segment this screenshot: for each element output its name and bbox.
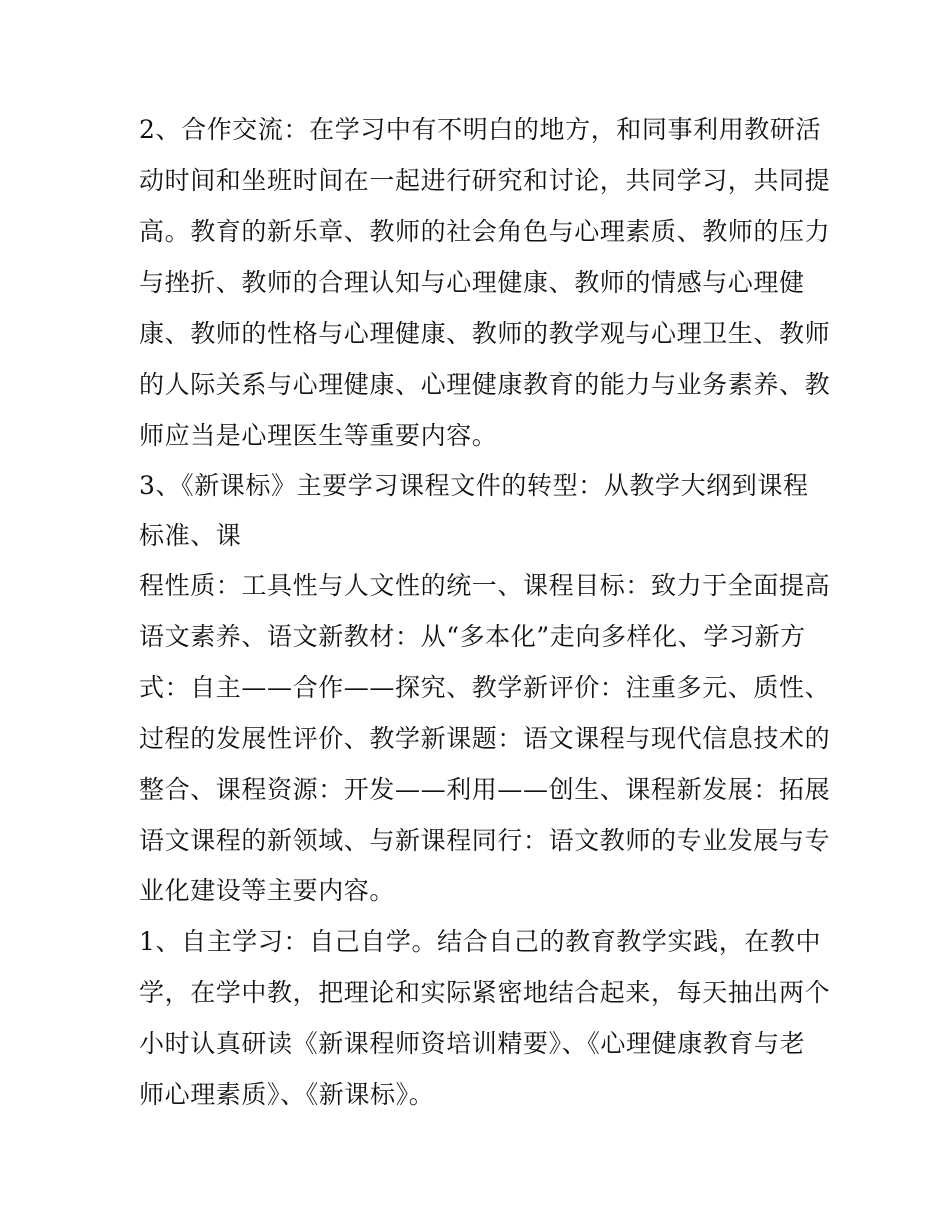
text-line: 高。教育的新乐章、教师的社会角色与心理素质、教师的压力 (139, 217, 831, 246)
text-line: 标准、课 (139, 521, 242, 550)
text-line: 业化建设等主要内容。 (139, 876, 396, 905)
text-line: 1、自主学习：自己自学。结合自己的教育教学实践，在教中 (139, 927, 822, 956)
text-line: 过程的发展性评价、教学新课题：语文课程与现代信息技术的 (139, 724, 831, 753)
text-line: 动时间和坐班时间在一起进行研究和讨论，共同学习，共同提 (139, 166, 831, 195)
text-line: 师应当是心理医生等重要内容。 (139, 421, 498, 450)
text-line: 3、《新课标》主要学习课程文件的转型：从教学大纲到课程 (139, 471, 809, 500)
text-line: 语文课程的新领域、与新课程同行：语文教师的专业发展与专 (139, 826, 831, 855)
text-line: 程性质：工具性与人文性的统一、课程目标：致力于全面提高 (139, 571, 831, 600)
text-line: 小时认真研读《新课程师资培训精要》、《心理健康教育与老 (139, 1029, 806, 1058)
text-line: 学，在学中教，把理论和实际紧密地结合起来，每天抽出两个 (139, 978, 831, 1007)
text-line: 的人际关系与心理健康、心理健康教育的能力与业务素养、教 (139, 370, 831, 399)
text-line: 整合、课程资源：开发——利用——创生、课程新发展：拓展 (139, 775, 831, 804)
text-line: 语文素养、语文新教材：从“多本化”走向多样化、学习新方 (139, 622, 806, 651)
text-line: 与挫折、教师的合理认知与心理健康、教师的情感与心理健 (139, 268, 805, 297)
text-line: 2、合作交流：在学习中有不明白的地方，和同事利用教研活 (139, 115, 822, 144)
text-line: 康、教师的性格与心理健康、教师的教学观与心理卫生、教师 (139, 319, 831, 348)
text-line: 式：自主——合作——探究、教学新评价：注重多元、质性、 (139, 673, 831, 702)
text-line: 师心理素质》、《新课标》。 (139, 1080, 435, 1109)
